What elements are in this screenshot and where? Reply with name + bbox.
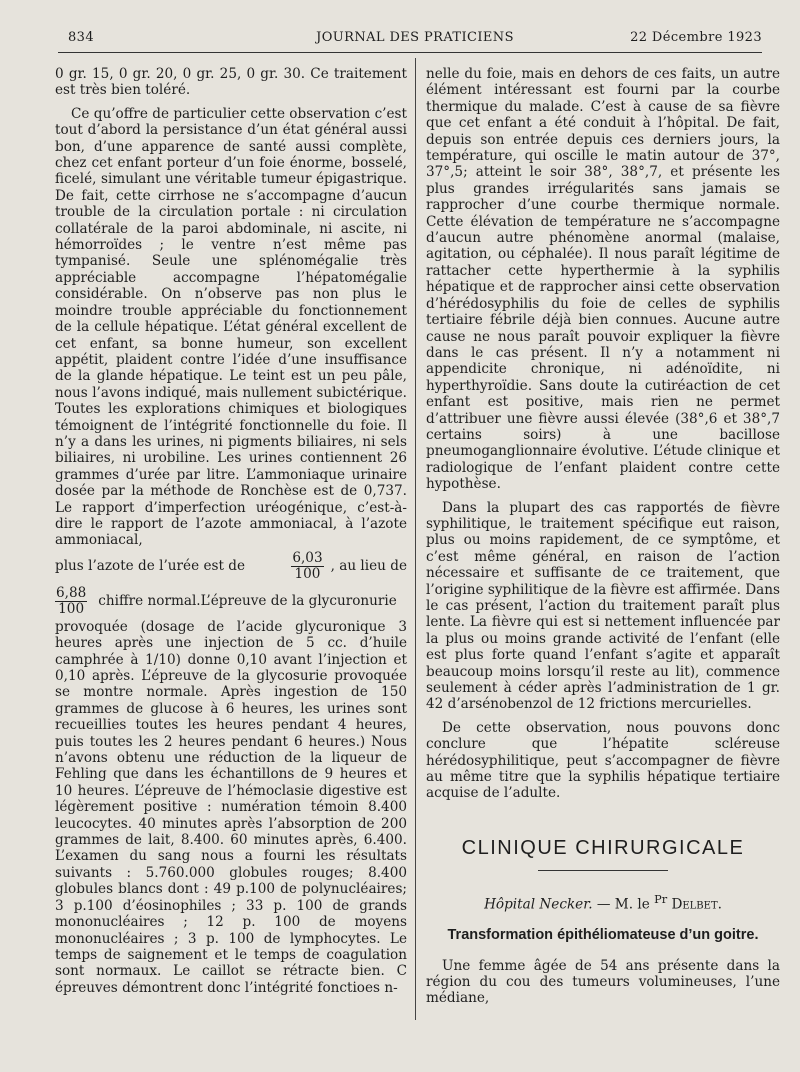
fraction-1 <box>291 551 323 582</box>
fraction-1-lead: plus l’azote de l’urée est de <box>55 558 246 575</box>
running-header <box>68 30 762 50</box>
fraction-2-trail: chiffre normal.L’épreuve de la glycuronurie <box>98 593 397 610</box>
issue-date: 22 Décembre 1923 <box>630 30 762 45</box>
left-paragraph-2: Ce qu’offre de particulier cette observation c’est tout d’abord la persistance d’un état général aussi bon, d’une apparence de santé aussi complète, chez cet enfant porteur d’un foie énorme, bosselé, ficelé, simulant une véritable tumeur épigastrique. De fait, cette cirrhose ne s’accompagne d’aucun trouble de la circulation portale : ni circulation collatérale de la paroi abdominale, ni ascite, ni hémorroïdes ; le ventre n’est même pas tympanisé. Seule une splénomégalie très appréciable accompagne l’hépatomégalie considérable. On n’observe pas non plus le moindre trouble appréciable du fonctionnement de la cellule hépatique. L’état général excellent de cet enfant, sa bonne humeur, son excellent appétit, plaident contre l’idée d’une insuffisance de la glande hépatique. Le teint est un peu pâle, nous l’avons indiqué, mais nullement subictérique. Toutes les explorations chimiques et biologiques témoignent de l’intégrité fonctionnelle du foie. Il n’y a dans les urines, ni pigments biliaires, ni sels biliaires, ni urobiline. Les urines contiennent 26 grammes d’urée par litre. L’ammoniaque urinaire dosée par la méthode de Ronchèse est de 0,737. Le rapport d’imperfection uréogénique, c’est-à-dire le rapport de l’azote ammoniacal, à l’azote ammoniacal, <box>55 105 407 549</box>
professor-prefix: Pr <box>654 892 668 907</box>
journal-title: JOURNAL DES PRATICIENS <box>316 30 514 45</box>
right-paragraph-2: Dans la plupart des cas rapportés de fièvre syphilitique, le traitement spécifique eut raison, plus ou moins rapidement, de ce symptôme, et c’est même général, en raison de l’action nécessaire et suffisante de ce traitement, que l’origine syphilitique de la fièvre est affirmée. Dans le cas présent, l’action du traitement paraît plus lente. La fièvre qui est si nettement influencée par la plus ou moins grande activité de l’enfant (elle est plus forte quand l’enfant s’agite et apparaît beaucoup moins lorsqu’il reste au lit), commence seulement à céder après l’administration de 1 gr. 42 d’arsénobenzol de 12 frictions mercurielles. <box>426 499 780 713</box>
fraction-line-1 <box>55 551 407 582</box>
right-column <box>426 66 780 1007</box>
fraction-line-2 <box>55 586 407 617</box>
right-paragraph-1: nelle du foie, mais en dehors de ces faits, un autre élément intéressant est fourni par la courbe thermique du malade. C’est à cause de sa fièvre que cet enfant a été conduit à l’hôpital. De fait, depuis son entrée depuis ces derniers jours, la température, qui oscille le matin autour de 37°, 37°,5; atteint le soir 38°, 38°,7, et présente les plus grandes irrégularités sans jamais se rapprocher d’une courbe thermique normale. Cette élévation de température ne s’accompagne d’aucun autre phénomène anormal (malaise, agitation, ou céphalée). Il nous paraît légitime de rattacher cette hyperthermie à la syphilis hépatique et de rapprocher ainsi cette observation d’hérédosyphilis du foie de celles de syphilis tertiaire fébrile déjà bien connues. Aucune autre cause ne nous paraît pouvoir expliquer la fièvre dans le cas présent. Il n’y a notamment ni appendicite chronique, ni adénoïdite, ni hyperthyroïdie. Sans doute la cutiréaction de cet enfant est positive, mais rien ne permet d’attribuer une fièvre aussi élevée (38°,6 et 38°,7 certains soirs) à une bacillose pneumoganglionnaire évolutive. L’étude clinique et radiologique de l’enfant plaident contre cette hypothèse. <box>426 66 780 493</box>
hospital-line <box>426 891 780 913</box>
right-paragraph-4: Une femme âgée de 54 ans présente dans la région du cou des tumeurs volumineuses, l’une médiane, <box>426 957 780 1007</box>
column-divider <box>415 58 416 1020</box>
fraction-2 <box>55 586 87 617</box>
fraction-1-numerator: 6,03 <box>292 549 323 566</box>
section-title: CLINIQUE CHIRURGICALE <box>461 836 745 859</box>
professor-name: Delbet. <box>671 896 722 913</box>
fraction-2-numerator: 6,88 <box>56 584 87 601</box>
right-paragraph-3: De cette observation, nous pouvons donc conclure que l’hépatite scléreuse hérédosyphilitique, peut s’accompagner de fièvre au même titre que la syphilis hépatique tertiaire acquise de l’adulte. <box>426 719 780 802</box>
hospital-separator: — M. le <box>596 896 650 913</box>
fraction-1-trail: , au lieu de <box>330 558 407 575</box>
article-title: Transformation épithéliomateuse d’un goitre. <box>447 927 759 944</box>
page-number: 834 <box>68 30 95 45</box>
section-rule <box>538 870 668 871</box>
hospital-name: Hôpital Necker. <box>484 896 593 913</box>
header-rule <box>58 52 762 53</box>
left-paragraph-1: 0 gr. 15, 0 gr. 20, 0 gr. 25, 0 gr. 30. Ce traitement est très bien toléré. <box>55 66 407 99</box>
fraction-1-denominator: 100 <box>294 565 321 582</box>
fraction-2-denominator: 100 <box>58 600 85 617</box>
left-paragraph-3: provoquée (dosage de l’acide glycuronique 3 heures après une injection de 5 cc. d’huile camphrée à 1/10) donne 0,10 avant l’injection et 0,10 après. L’épreuve de la glycosurie provoquée se montre normale. Après ingestion de 150 grammes de glucose à 6 heures, les urines sont recueillies toutes les heures pendant 4 heures, puis toutes les 2 heures pendant 6 heures.) Nous n’avons obtenu une réduction de la liqueur de Fehling que dans les échantillons de 9 heures et 10 heures. L’épreuve de l’hémoclasie digestive est légèrement positive : numération témoin 8.400 leucocytes. 40 minutes après l’absorption de 200 grammes de lait, 8.400. 60 minutes après, 6.400. L’examen du sang nous a fourni les résultats suivants : 5.760.000 globules rouges; 8.400 globules blancs dont : 49 p.100 de polynucléaires; 3 p.100 d’éosinophiles ; 33 p. 100 de grands mononucléaires ; 12 p. 100 de moyens mononucléaires ; 3 p. 100 de lymphocytes. Le temps de saignement et le temps de coagulation sont normaux. Le caillot se rétracte bien. C épreuves démontrent donc l’intégrité fonctioes n- <box>55 618 407 996</box>
left-column <box>55 66 407 996</box>
